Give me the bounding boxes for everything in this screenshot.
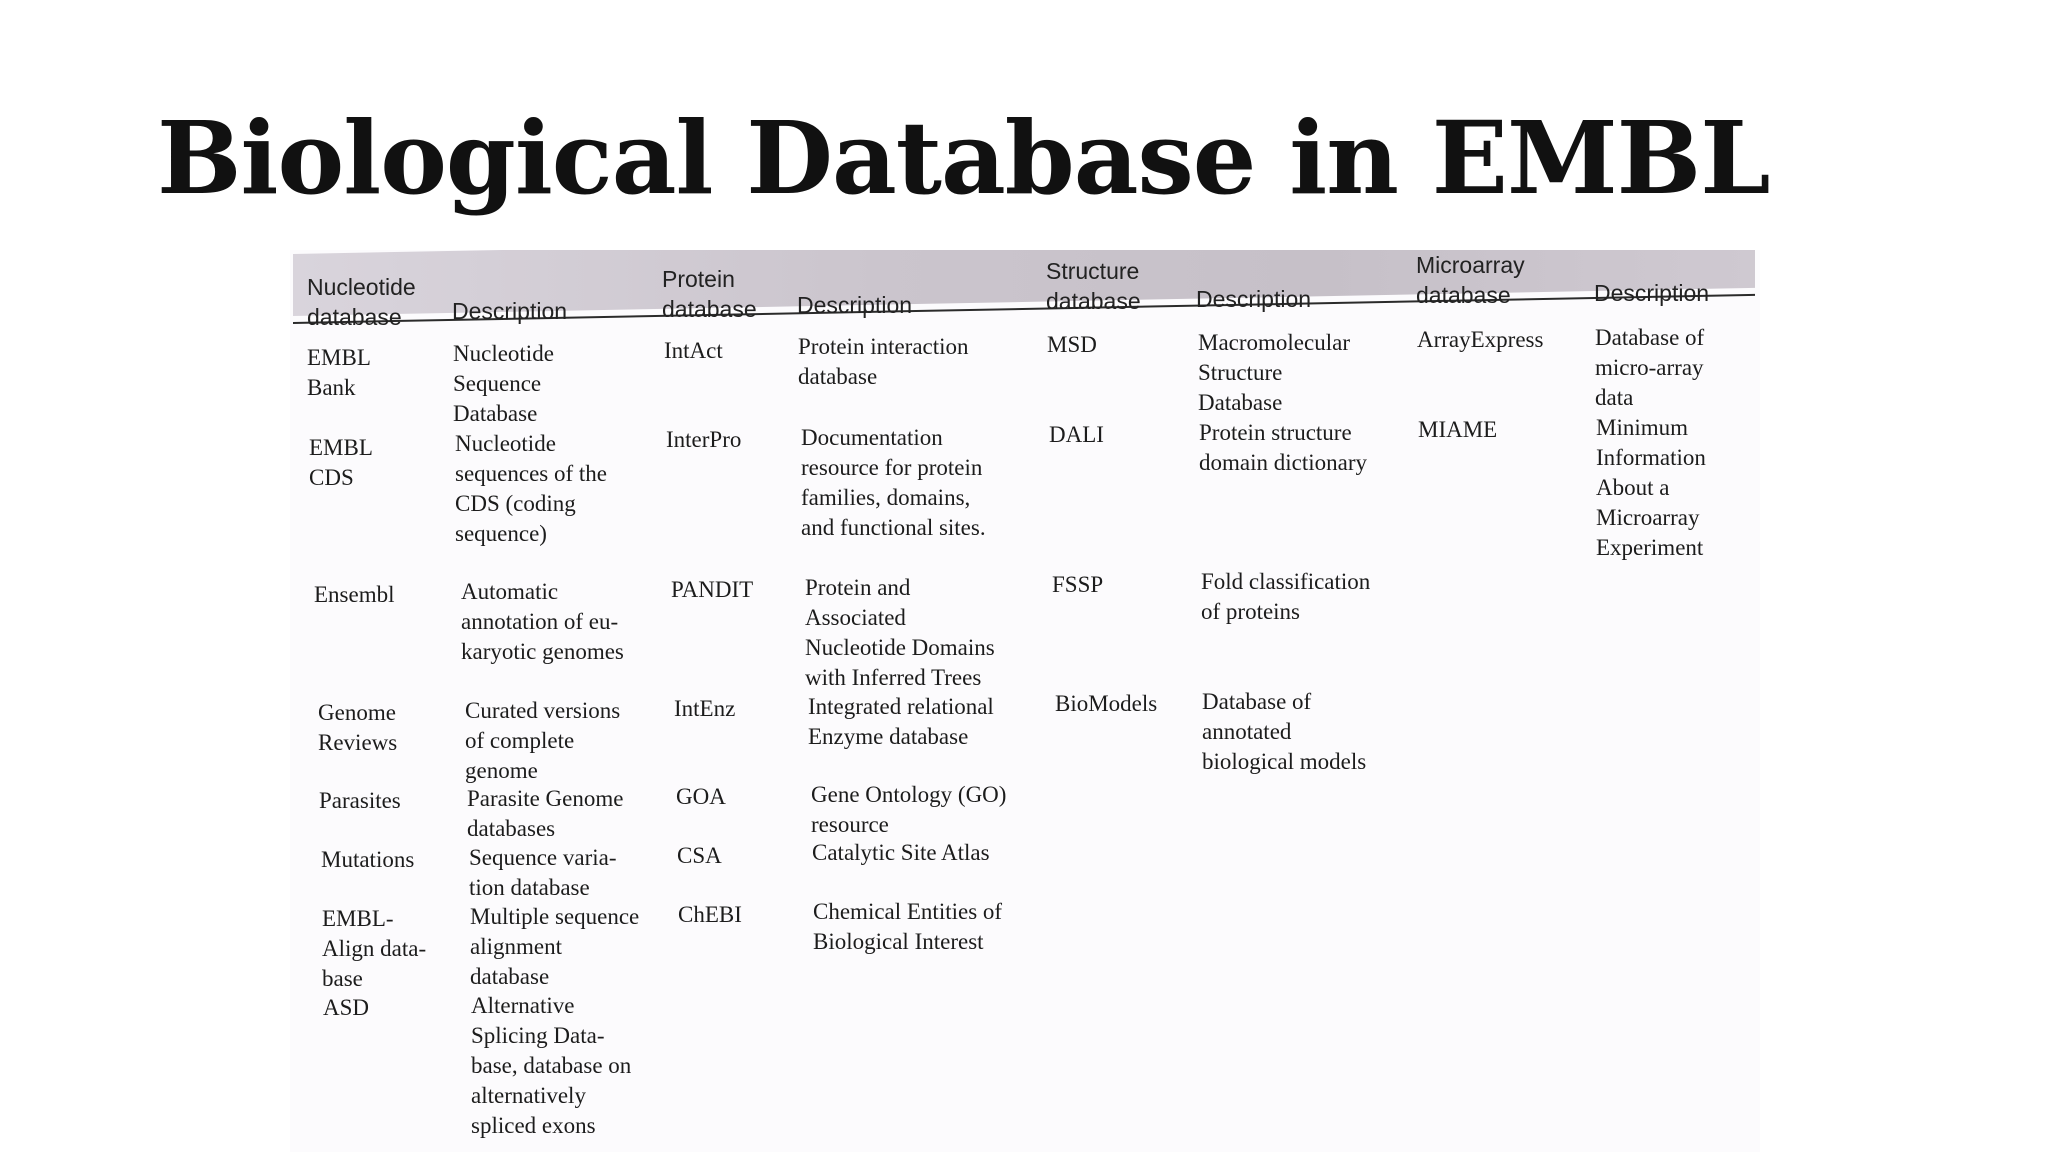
protein-db-name: GOA <box>676 784 726 809</box>
nucleotide-db-name: ASD <box>323 995 370 1020</box>
structure-db-description: Macromolecular Structure Database <box>1198 330 1350 415</box>
header-microarray-database: Microarray database <box>1416 252 1525 308</box>
header-structure-description: Description <box>1196 286 1312 312</box>
protein-db-description: Protein interaction database <box>798 334 969 389</box>
nucleotide-db-description: Curated versions of complete genome <box>465 698 621 783</box>
structure-db-name: DALI <box>1049 422 1104 447</box>
protein-db-description: Catalytic Site Atlas <box>812 840 990 865</box>
nucleotide-db-name: EMBL- Align data- base <box>322 906 427 991</box>
protein-db-description: Documentation resource for protein families, domains, and functional sites. <box>801 425 986 540</box>
header-microarray-description: Description <box>1594 280 1710 306</box>
microarray-db-name: ArrayExpress <box>1417 327 1544 352</box>
microarray-db-description: Database of micro-array data <box>1595 325 1705 410</box>
structure-db-name: FSSP <box>1052 572 1104 597</box>
protein-db-name: InterPro <box>666 427 742 452</box>
nucleotide-db-description: Nucleotide sequences of the CDS (coding sequence) <box>455 431 607 546</box>
structure-db-name: MSD <box>1047 332 1097 357</box>
nucleotide-db-description: Parasite Genome databases <box>467 786 624 841</box>
nucleotide-db-name: Mutations <box>321 847 415 872</box>
header-protein-database: Protein database <box>662 266 757 322</box>
protein-db-name: PANDIT <box>671 577 754 602</box>
nucleotide-db-description: Alternative Splicing Data- base, database on alternatively spliced exons <box>471 993 632 1138</box>
microarray-db-name: MIAME <box>1418 417 1498 442</box>
microarray-db-description: Minimum Information About a Microarray Experiment <box>1596 415 1706 560</box>
table-photo <box>290 250 1760 1152</box>
nucleotide-db-description: Nucleotide Sequence Database <box>453 341 554 426</box>
structure-db-description: Protein structure domain dictionary <box>1199 420 1367 475</box>
protein-db-name: CSA <box>677 843 722 868</box>
protein-db-name: ChEBI <box>678 902 742 927</box>
protein-db-description: Gene Ontology (GO) resource <box>811 782 1007 837</box>
protein-db-name: IntAct <box>664 338 723 363</box>
nucleotide-db-name: Ensembl <box>314 582 395 607</box>
nucleotide-db-name: EMBL CDS <box>309 435 373 490</box>
nucleotide-db-description: Automatic annotation of eu- karyotic genomes <box>461 579 624 664</box>
protein-db-name: IntEnz <box>674 696 736 721</box>
header-nucleotide-database: Nucleotide database <box>307 274 416 330</box>
nucleotide-db-name: EMBL Bank <box>307 345 371 400</box>
structure-db-description: Fold classification of proteins <box>1201 569 1371 624</box>
header-structure-database: Structure database <box>1046 258 1141 314</box>
protein-db-description: Chemical Entities of Biological Interest <box>813 899 1003 954</box>
slide-title: Biological Database in EMBL <box>157 99 1770 217</box>
header-nucleotide-description: Description <box>452 298 568 324</box>
structure-db-description: Database of annotated biological models <box>1202 689 1367 774</box>
protein-db-description: Protein and Associated Nucleotide Domains with Inferred Trees <box>805 575 995 690</box>
nucleotide-db-name: Parasites <box>319 788 401 813</box>
nucleotide-db-description: Sequence varia- tion database <box>469 845 617 900</box>
header-protein-description: Description <box>797 292 913 318</box>
nucleotide-db-name: Genome Reviews <box>318 700 398 755</box>
structure-db-name: BioModels <box>1055 691 1158 716</box>
protein-db-description: Integrated relational Enzyme database <box>808 694 994 749</box>
nucleotide-db-description: Multiple sequence alignment database <box>470 904 640 989</box>
